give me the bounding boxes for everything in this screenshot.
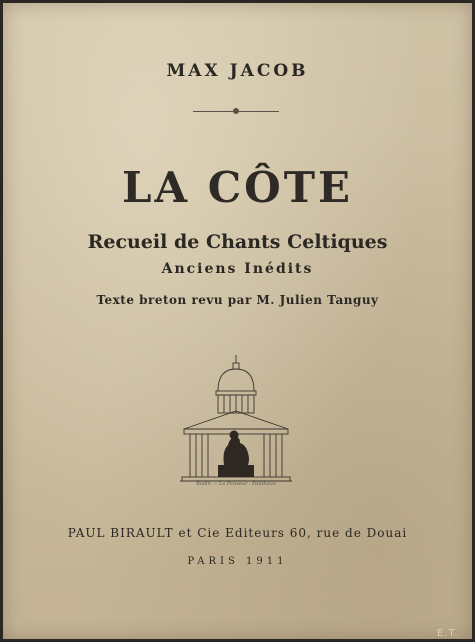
place-and-year: PARIS 1911 (187, 556, 288, 567)
book-title: LA CÔTE (121, 163, 354, 212)
book-subtitle-secondary: Anciens Inédits (161, 261, 314, 277)
editor-note: Texte breton revu par M. Julien Tanguy (96, 293, 379, 307)
pantheon-thinker-illustration (178, 353, 294, 489)
illustration-caption: Rodin — Le Penseur · Panthéon (196, 481, 276, 487)
book-cover (3, 3, 472, 639)
author-name: MAX JACOB (166, 61, 309, 81)
ornamental-rule-dot (233, 108, 239, 114)
book-subtitle: Recueil de Chants Celtiques (87, 231, 388, 253)
publisher-line: PAUL BIRAULT et Cie Editeurs 60, rue de Douai (67, 526, 408, 540)
watermark-text: E.T. (437, 628, 459, 639)
